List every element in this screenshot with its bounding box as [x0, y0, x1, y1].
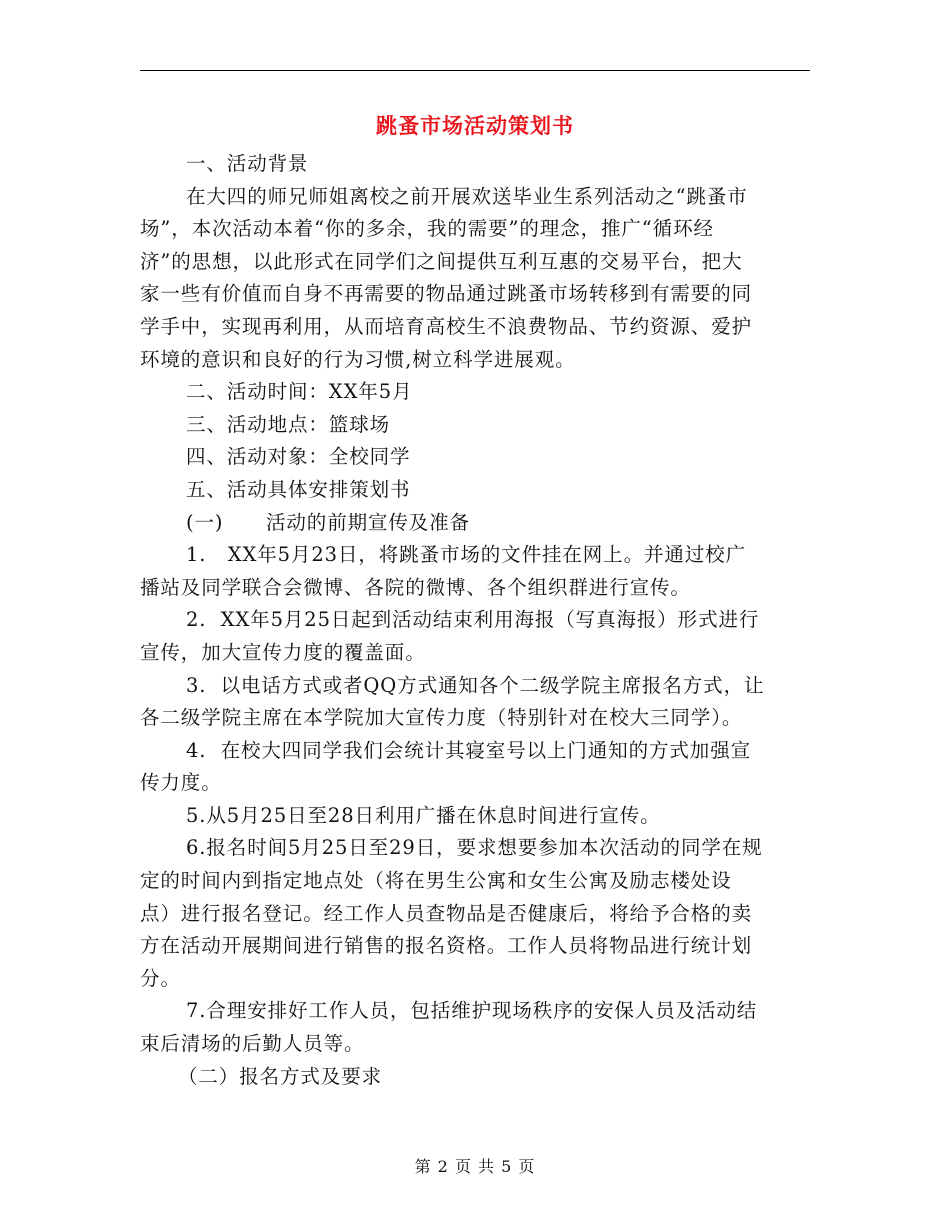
body-line: 6.报名时间5月25日至29日，要求想要参加本次活动的同学在规: [186, 836, 763, 860]
body-line: 环境的意识和良好的行为习惯,树立科学进展观。: [140, 347, 576, 371]
body-line: 5.从5月25日至28日利用广播在休息时间进行宣传。: [186, 803, 661, 827]
body-line: 4. 在校大四同学我们会统计其寝室号以上门通知的方式加强宣: [186, 738, 752, 762]
body-line: 3. 以电话方式或者QQ方式通知各个二级学院主席报名方式，让: [186, 673, 765, 697]
page-number: 第 2 页 共 5 页: [414, 1157, 536, 1176]
body-line: 一、活动背景: [186, 152, 309, 175]
body-line: 二、活动时间：XX年5月: [186, 380, 413, 404]
body-line: 分。: [140, 966, 181, 990]
body-line: 束后清场的后勤人员等。: [140, 1032, 365, 1056]
body-line: 学手中，实现再利用，从而培育高校生不浪费物品、节约资源、爱护: [140, 314, 753, 338]
body-line: 在大四的师兄师姐离校之前开展欢送毕业生系列活动之“跳蚤市: [186, 184, 748, 208]
body-line: 7.合理安排好工作人员，包括维护现场秩序的安保人员及活动结: [186, 999, 758, 1023]
body-line: 播站及同学联合会微博、各院的微博、各个组织群进行宣传。: [140, 575, 691, 599]
document-body: [140, 148, 810, 1093]
body-line: 方在活动开展期间进行销售的报名资格。工作人员将物品进行统计划: [140, 934, 753, 958]
body-line: 四、活动对象：全校同学: [186, 445, 411, 469]
header-rule: [140, 70, 810, 71]
body-line: 场”，本次活动本着“你的多余，我的需要”的理念，推广“循环经: [140, 217, 714, 241]
body-line: 1. XX年5月23日，将跳蚤市场的文件挂在网上。并通过校广: [186, 543, 746, 567]
body-line: 定的时间内到指定地点处（将在男生公寓和女生公寓及励志楼处设: [140, 869, 732, 893]
body-line: 三、活动地点：篮球场: [186, 412, 391, 436]
body-line: 济”的思想，以此形式在同学们之间提供互利互惠的交易平台，把大: [140, 249, 743, 273]
body-line: 传力度。: [140, 771, 222, 795]
body-line: 各二级学院主席在本学院加大宣传力度（特别针对在校大三同学）。: [140, 706, 743, 730]
body-line: （二）报名方式及要求: [178, 1064, 383, 1088]
body-line: 宣传，加大宣传力度的覆盖面。: [140, 640, 426, 664]
document-title: 跳蚤市场活动策划书: [376, 113, 574, 138]
body-line: 五、活动具体安排策划书: [186, 477, 411, 501]
body-line: (一) 活动的前期宣传及准备: [186, 510, 471, 534]
body-line: 2. XX年5月25日起到活动结束利用海报（写真海报）形式进行: [186, 608, 760, 632]
body-line: 家一些有价值而自身不再需要的物品通过跳蚤市场转移到有需要的同: [140, 282, 753, 306]
body-line: 点）进行报名登记。经工作人员查物品是否健康后，将给予合格的卖: [140, 901, 753, 925]
